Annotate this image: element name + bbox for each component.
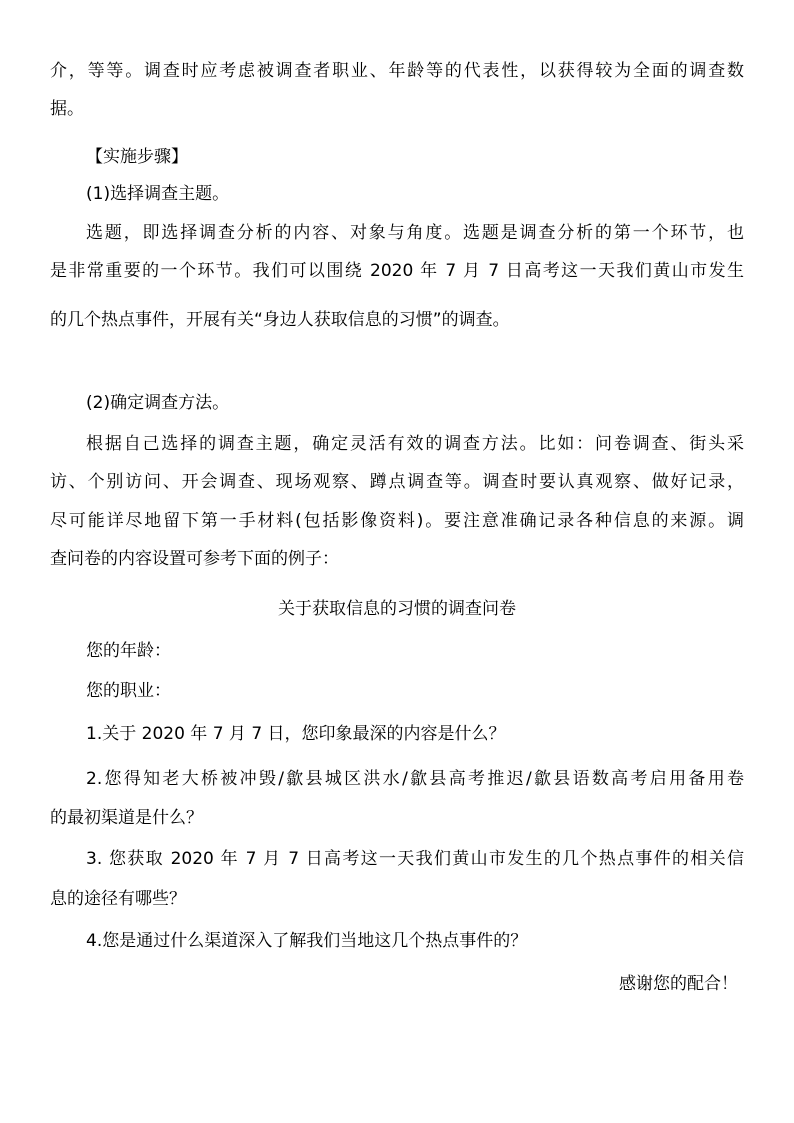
- step2-line-2: 访、个别访问、开会调查、现场观察、蹲点调查等。调查时要认真观察、做好记录，: [50, 472, 744, 492]
- question-1: 1.关于 2020 年 7 月 7 日，您印象最深的内容是什么？: [86, 724, 506, 744]
- section-heading: 【实施步骤】: [86, 147, 188, 167]
- job-field: 您的职业：: [86, 681, 171, 701]
- question-4: 4.您是通过什么渠道深入了解我们当地这几个热点事件的？: [86, 931, 528, 951]
- step2-line-1: 根据自己选择的调查主题，确定灵活有效的调查方法。比如：问卷调查、街头采: [86, 434, 744, 454]
- step1-line-3: 的几个热点事件，开展有关“身边人获取信息的习惯”的调查。: [50, 310, 510, 330]
- thanks-note: 感谢您的配合！: [619, 974, 738, 994]
- step2-line-3: 尽可能详尽地留下第一手材料(包括影像资料)。要注意准确记录各种信息的来源。调: [50, 511, 744, 531]
- intro-line-1: 介，等等。调查时应考虑被调查者职业、年龄等的代表性，以获得较为全面的调查数: [50, 61, 744, 81]
- question-2-line-2: 的最初渠道是什么？: [50, 808, 203, 828]
- step2-line-4: 查问卷的内容设置可参考下面的例子：: [50, 549, 339, 569]
- age-field: 您的年龄：: [86, 641, 171, 661]
- step1-line-2: 是非常重要的一个环节。我们可以围绕 2020 年 7 月 7 日高考这一天我们黄山市发生: [50, 261, 744, 281]
- question-2-line-1: 2.您得知老大桥被冲毁/歙县城区洪水/歙县高考推迟/歙县语数高考启用备用卷: [86, 769, 744, 789]
- intro-line-2: 据。: [50, 99, 84, 119]
- questionnaire-title: 关于获取信息的习惯的调查问卷: [278, 599, 516, 619]
- step2-heading: (2)确定调查方法。: [86, 393, 230, 413]
- question-3-line-1: 3. 您获取 2020 年 7 月 7 日高考这一天我们黄山市发生的几个热点事件的相关信: [86, 849, 744, 869]
- step1-heading: (1)选择调查主题。: [86, 184, 230, 204]
- step1-line-1: 选题，即选择调查分析的内容、对象与角度。选题是调查分析的第一个环节，也: [86, 223, 744, 243]
- question-3-line-2: 息的途径有哪些？: [50, 889, 186, 909]
